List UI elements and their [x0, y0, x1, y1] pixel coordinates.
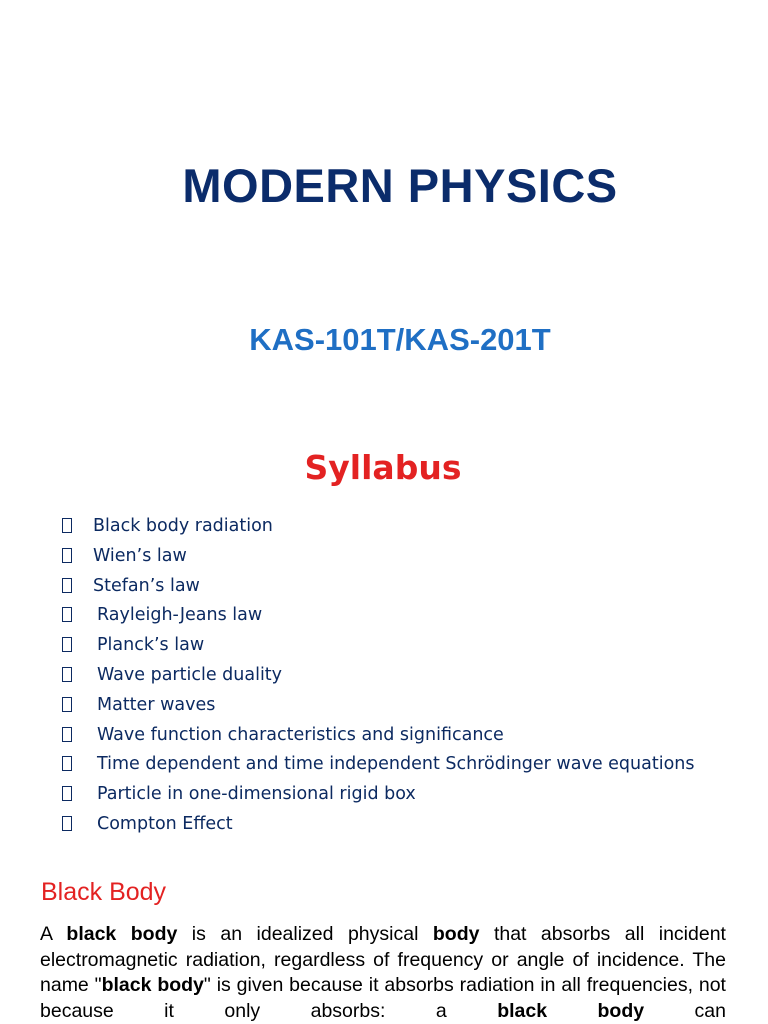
bullet-box-icon [62, 548, 72, 563]
paragraph-text: A [40, 923, 67, 945]
bullet-box-icon [62, 786, 72, 801]
paragraph-text: " is given because it absorbs radiation in all frequencies, not because it only absorbs: a [40, 974, 726, 1022]
list-item-text: Matter waves [97, 694, 216, 715]
list-item-text: Rayleigh-Jeans law [97, 605, 263, 626]
list-item-text: Compton Effect [97, 813, 233, 834]
bullet-box-icon [62, 667, 72, 682]
list-item [62, 513, 694, 543]
page-title: MODERN PHYSICS [182, 159, 618, 212]
list-item [62, 602, 694, 632]
course-code: KAS-101T/KAS-201T [249, 322, 551, 357]
bullet-box-icon [62, 727, 72, 742]
paragraph-emphasis: black body [66, 923, 178, 945]
list-item [62, 573, 694, 603]
list-item [62, 722, 694, 752]
paragraph-emphasis: body [432, 923, 480, 945]
paragraph-emphasis: black body [497, 999, 645, 1022]
body-paragraph [40, 922, 726, 1024]
list-item-text: Wave function characteristics and significance [97, 724, 504, 745]
list-item-text: Wave particle duality [97, 664, 283, 685]
syllabus-heading: Syllabus [304, 448, 462, 487]
section-heading: Black Body [41, 878, 167, 906]
list-item-text: Black body radiation [93, 516, 273, 536]
bullet-box-icon [62, 816, 72, 831]
bullet-box-icon [62, 637, 72, 652]
list-item [62, 632, 694, 662]
list-item [62, 751, 694, 781]
paragraph-emphasis: black body [101, 974, 204, 996]
bullet-box-icon [62, 607, 72, 622]
paragraph-text: is an idealized physical [177, 923, 433, 945]
list-item-text: Particle in one-dimensional rigid box [97, 784, 416, 805]
list-item-text: Wien’s law [93, 545, 187, 566]
bullet-box-icon [62, 697, 72, 712]
paragraph-text: that absorbs all incident electromagnetic radiation, regardless of frequency or angle of incidence. The name " [40, 923, 726, 996]
syllabus-list [62, 513, 694, 841]
list-item [62, 811, 694, 841]
bullet-box-icon [62, 578, 72, 593]
paragraph-text: can [644, 999, 726, 1022]
bullet-box-icon [62, 518, 72, 533]
list-item [62, 781, 694, 811]
bullet-box-icon [62, 756, 72, 771]
list-item [62, 543, 694, 573]
list-item [62, 662, 694, 692]
list-item [62, 692, 694, 722]
list-item-text: Stefan’s law [93, 575, 200, 596]
list-item-text: Time dependent and time independent Schrödinger wave equations [97, 754, 695, 775]
list-item-text: Planck’s law [97, 635, 205, 656]
